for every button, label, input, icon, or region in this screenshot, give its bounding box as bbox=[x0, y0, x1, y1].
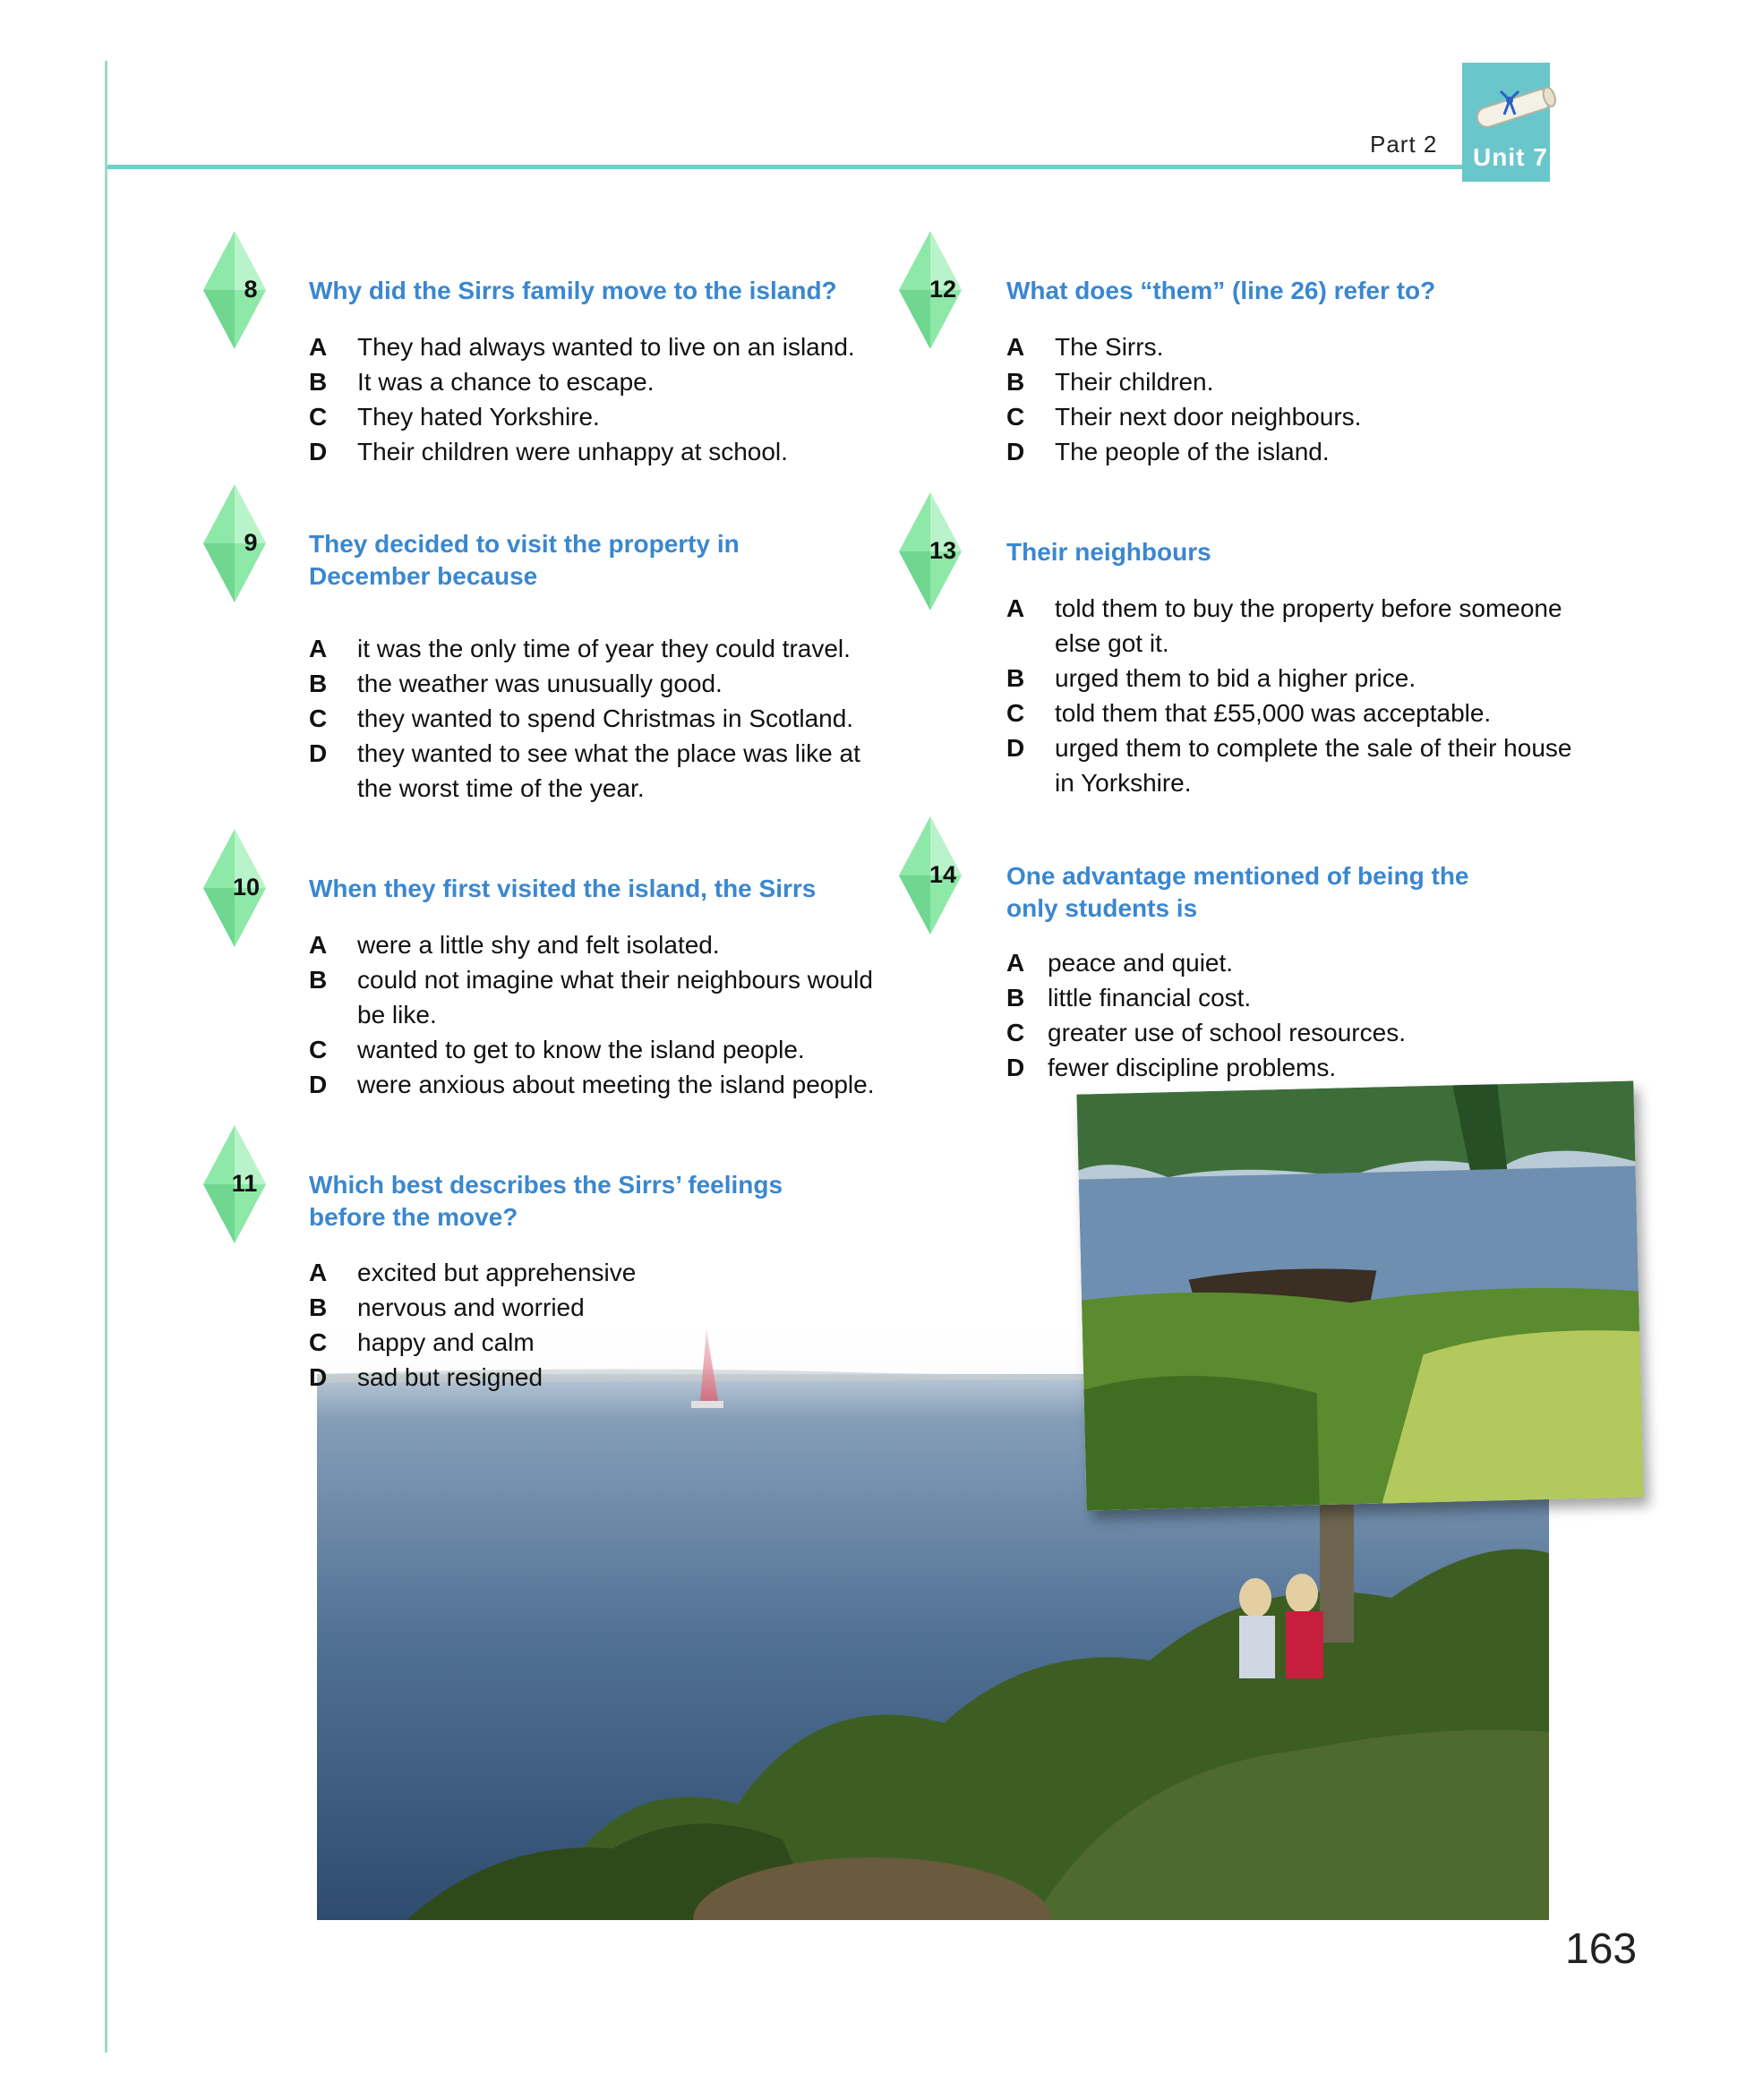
options-list bbox=[309, 927, 882, 1102]
header-rule bbox=[107, 165, 1468, 169]
option-d: D urged them to complete the sale of their house in Yorkshire. bbox=[1006, 734, 1572, 797]
option-b: B nervous and worried bbox=[309, 1293, 585, 1321]
question-text: When they first visited the island, the Sirrs bbox=[309, 875, 817, 902]
margin-rule-vertical bbox=[105, 61, 107, 2053]
option-a: A excited but apprehensive bbox=[309, 1259, 637, 1286]
option-a: A They had always wanted to live on an island. bbox=[309, 333, 855, 361]
question-text: They decided to visit the property in December because bbox=[309, 530, 740, 590]
option-b: B little financial cost. bbox=[1006, 984, 1252, 1012]
question-text: Their neighbours bbox=[1006, 538, 1211, 566]
option-d: D were anxious about meeting the island people. bbox=[309, 1071, 875, 1098]
lake-boat-photo bbox=[1076, 1080, 1643, 1510]
option-c: C happy and calm bbox=[309, 1328, 535, 1356]
page-number: 163 bbox=[1565, 1925, 1638, 1973]
option-b: B It was a chance to escape. bbox=[309, 368, 655, 396]
unit-label: Unit 7 bbox=[1473, 143, 1548, 171]
option-a: A were a little shy and felt isolated. bbox=[309, 931, 720, 959]
question-number: 14 bbox=[929, 861, 957, 888]
option-d: D they wanted to see what the place was like at the worst time of the year. bbox=[309, 739, 860, 802]
option-c: C Their next door neighbours. bbox=[1006, 403, 1362, 431]
option-c: C greater use of school resources. bbox=[1006, 1019, 1406, 1046]
question-text: Why did the Sirrs family move to the island? bbox=[309, 277, 837, 304]
option-a: A peace and quiet. bbox=[1006, 949, 1234, 977]
options-list bbox=[309, 631, 882, 806]
options-list bbox=[1006, 329, 1579, 469]
question-number: 11 bbox=[231, 1170, 258, 1197]
option-c: C They hated Yorkshire. bbox=[309, 403, 600, 431]
question-text: One advantage mentioned of being the only students is bbox=[1006, 862, 1469, 922]
option-a: A told them to buy the property before someone else got it. bbox=[1006, 594, 1562, 657]
question-number: 12 bbox=[929, 276, 957, 303]
option-b: B urged them to bid a higher price. bbox=[1006, 664, 1416, 692]
options-list bbox=[309, 1255, 882, 1395]
options-list bbox=[1006, 945, 1579, 1085]
option-d: D The people of the island. bbox=[1006, 438, 1330, 465]
option-b: B the weather was unusually good. bbox=[309, 670, 723, 697]
part-label: Part 2 bbox=[1370, 131, 1438, 158]
scroll-icon bbox=[1465, 81, 1563, 134]
option-d: D sad but resigned bbox=[309, 1363, 543, 1391]
question-number: 10 bbox=[232, 874, 261, 901]
option-d: D fewer discipline problems. bbox=[1006, 1054, 1337, 1081]
option-b: B Their children. bbox=[1006, 368, 1214, 396]
question-number: 13 bbox=[929, 537, 957, 564]
option-d: D Their children were unhappy at school. bbox=[309, 438, 788, 465]
question-text: What does “them” (line 26) refer to? bbox=[1006, 277, 1436, 304]
question-text: Which best describes the Sirrs’ feelings before the move? bbox=[309, 1171, 783, 1231]
option-c: C wanted to get to know the island people. bbox=[309, 1036, 805, 1063]
option-a: A it was the only time of year they could travel. bbox=[309, 635, 851, 662]
option-a: A The Sirrs. bbox=[1006, 333, 1164, 361]
option-c: C told them that £55,000 was acceptable. bbox=[1006, 699, 1492, 727]
question-number: 8 bbox=[244, 276, 258, 303]
option-c: C they wanted to spend Christmas in Scotland. bbox=[309, 704, 854, 732]
options-list bbox=[1006, 591, 1579, 800]
question-number: 9 bbox=[244, 529, 258, 556]
option-b: B could not imagine what their neighbours would be like. bbox=[309, 966, 873, 1029]
options-list bbox=[309, 329, 882, 469]
